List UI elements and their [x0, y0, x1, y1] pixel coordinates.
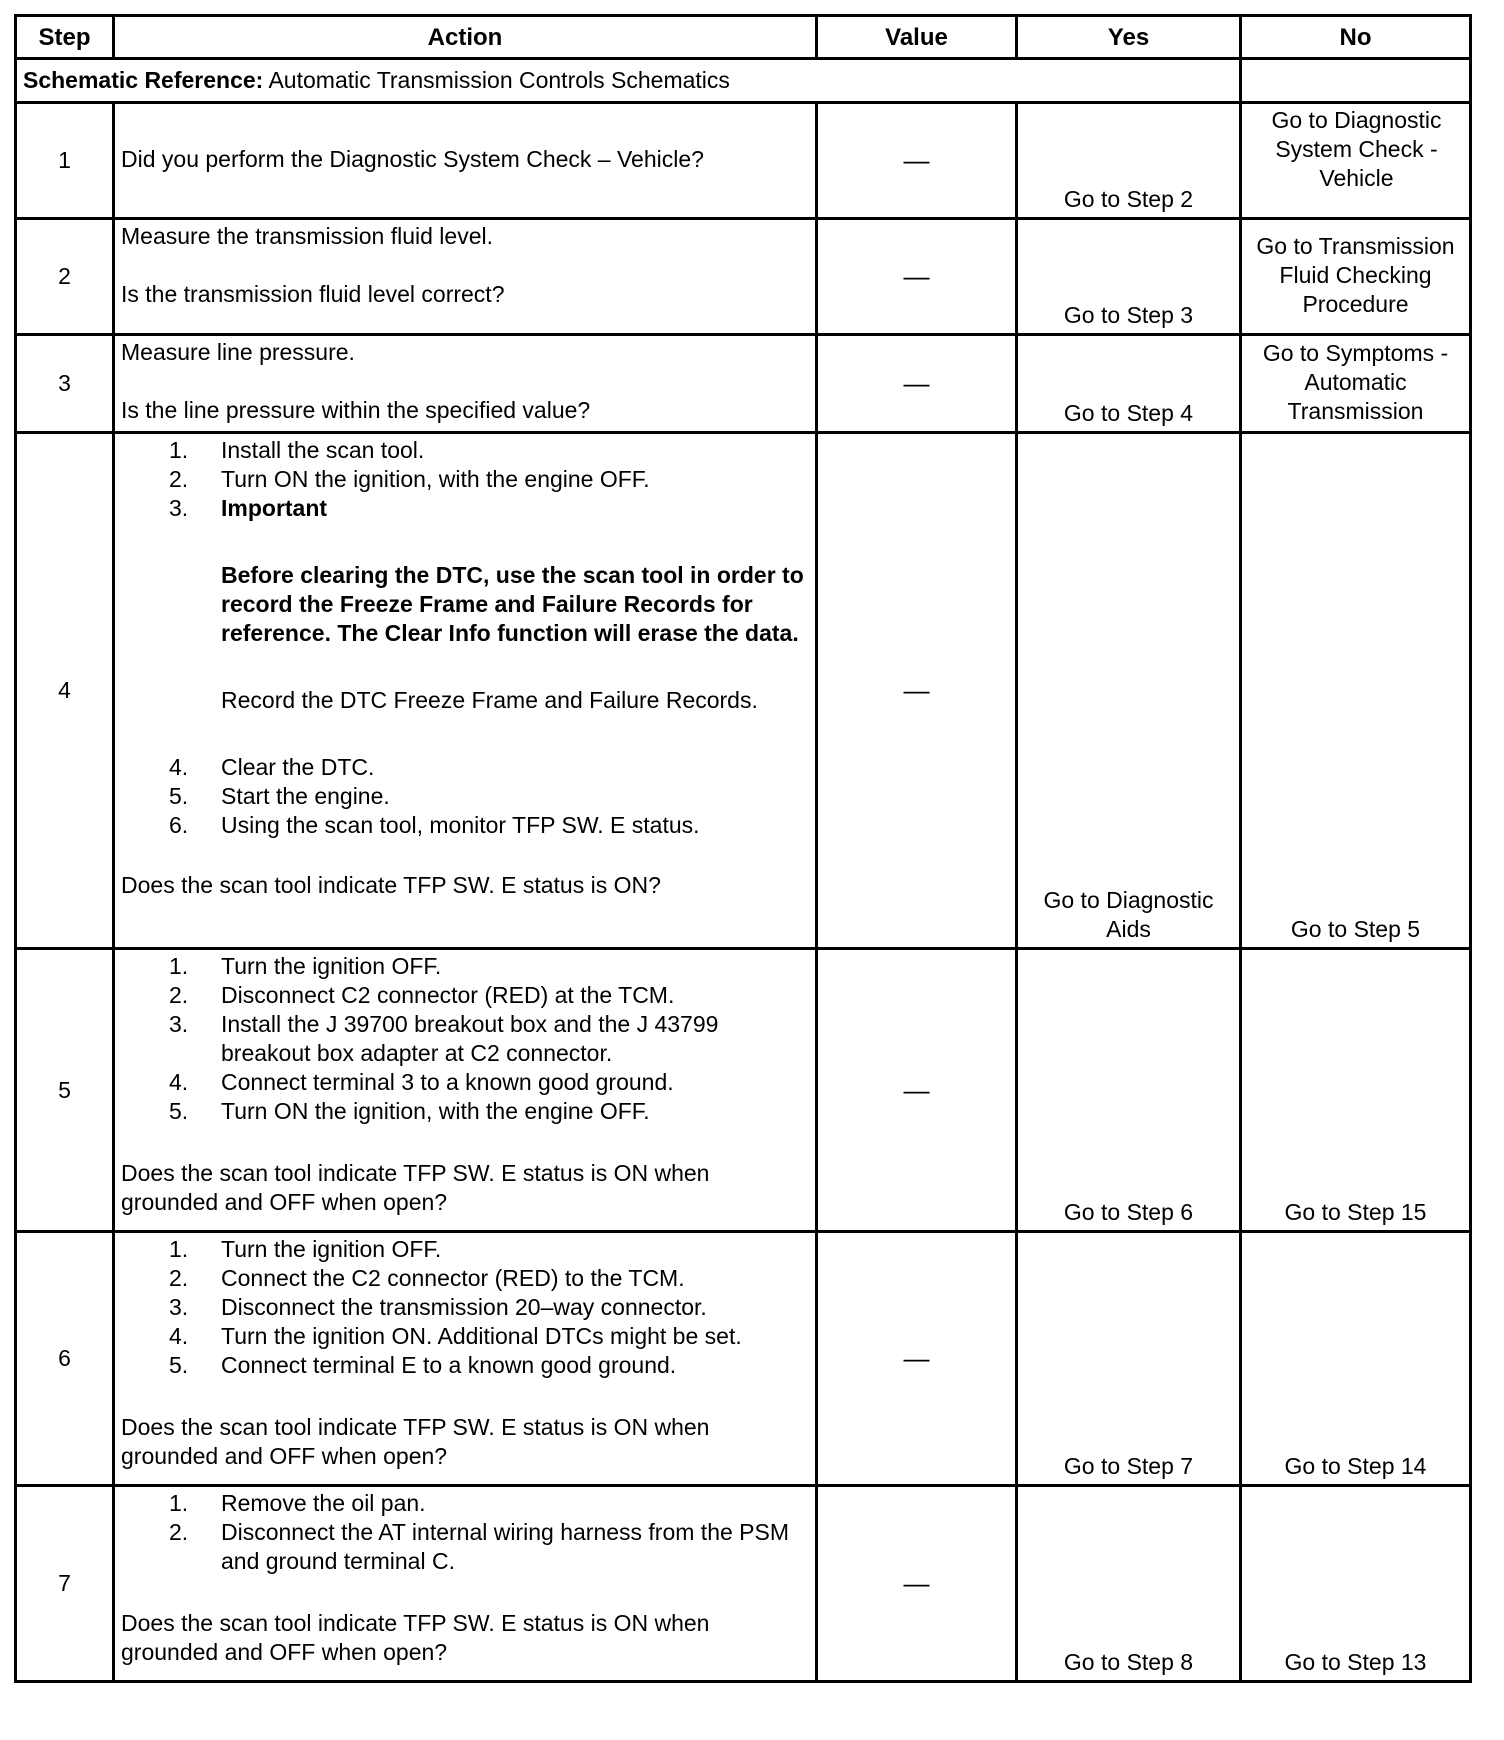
list-item: 1. Install the scan tool. — [169, 437, 425, 463]
value-cell: — — [817, 949, 1017, 1232]
question-text: Does the scan tool indicate TFP SW. E status is ON when grounded and OFF when open? — [121, 1610, 710, 1665]
list-item: 4. Clear the DTC. — [169, 754, 375, 780]
list-item: 4. Turn the ignition ON. Additional DTCs might be set. — [169, 1323, 742, 1349]
yes-cell: Go to Step 7 — [1017, 1232, 1241, 1486]
no-cell: Go to Step 13 — [1241, 1486, 1471, 1682]
table-row-step-6 — [16, 1232, 1471, 1486]
header-yes: Yes — [1017, 16, 1241, 59]
list-item: 3. Install the J 39700 breakout box and the J 43799 breakout box adapter at C2 connector. — [169, 1011, 719, 1066]
list-item: 5. Start the engine. — [169, 783, 390, 809]
action-intro: Measure the transmission fluid level. — [121, 223, 493, 249]
value-cell: — — [817, 103, 1017, 219]
value-cell: — — [817, 1232, 1017, 1486]
no-cell: Go to Transmission Fluid Checking Procedure — [1241, 219, 1471, 335]
action-cell — [114, 949, 817, 1232]
list-item: 3. Important — [169, 495, 328, 521]
value-cell: — — [817, 1486, 1017, 1682]
yes-cell: Go to Step 6 — [1017, 949, 1241, 1232]
diagnostic-table — [14, 14, 1472, 1683]
no-cell: Go to Step 5 — [1241, 433, 1471, 949]
step-number: 7 — [16, 1486, 114, 1682]
record-note: Record the DTC Freeze Frame and Failure Records. — [221, 687, 758, 713]
list-item: 6. Using the scan tool, monitor TFP SW. E status. — [169, 812, 700, 838]
yes-cell: Go to Step 3 — [1017, 219, 1241, 335]
header-action: Action — [114, 16, 817, 59]
table-row-step-4 — [16, 433, 1471, 949]
action-intro: Measure line pressure. — [121, 339, 355, 365]
list-item: 1. Turn the ignition OFF. — [169, 1236, 442, 1262]
header-value: Value — [817, 16, 1017, 59]
list-item: 3. Disconnect the transmission 20–way connector. — [169, 1294, 707, 1320]
list-item: 2. Disconnect the AT internal wiring harness from the PSM and ground terminal C. — [169, 1519, 790, 1574]
no-cell: Go to Step 14 — [1241, 1232, 1471, 1486]
list-item: 2. Disconnect C2 connector (RED) at the TCM. — [169, 982, 675, 1008]
step-number: 3 — [16, 335, 114, 433]
value-cell: — — [817, 433, 1017, 949]
no-cell: Go to Symptoms - Automatic Transmission — [1241, 335, 1471, 433]
step-number: 5 — [16, 949, 114, 1232]
no-text: Go to Diagnostic System Check - Vehicle — [1271, 107, 1442, 191]
step-number: 1 — [16, 103, 114, 219]
schematic-reference-empty — [1241, 59, 1471, 103]
yes-cell: Go to Step 4 — [1017, 335, 1241, 433]
header-step: Step — [16, 16, 114, 59]
question-text: Does the scan tool indicate TFP SW. E status is ON when grounded and OFF when open? — [121, 1160, 710, 1215]
important-note: Before clearing the DTC, use the scan tool in order to record the Freeze Frame and Failure Records for reference. The Clear Info function will erase the data. — [221, 562, 804, 646]
table-row-step-1 — [16, 103, 1471, 219]
list-item: 5. Connect terminal E to a known good ground. — [169, 1352, 677, 1378]
list-item: 5. Turn ON the ignition, with the engine OFF. — [169, 1098, 650, 1124]
list-item: 1. Turn the ignition OFF. — [169, 953, 442, 979]
instruction-list — [121, 436, 809, 523]
question-text: Did you perform the Diagnostic System Check – Vehicle? — [121, 146, 704, 172]
no-cell: Go to Step 15 — [1241, 949, 1471, 1232]
schematic-reference-row — [16, 59, 1471, 103]
value-cell: — — [817, 335, 1017, 433]
action-cell — [114, 219, 817, 335]
action-cell — [114, 335, 817, 433]
schematic-reference-label: Schematic Reference: — [23, 67, 264, 93]
schematic-reference — [16, 59, 1241, 103]
header-row — [16, 16, 1471, 59]
value-cell: — — [817, 219, 1017, 335]
step-number: 6 — [16, 1232, 114, 1486]
yes-cell: Go to Step 2 — [1017, 103, 1241, 219]
list-item: 4. Connect terminal 3 to a known good ground. — [169, 1069, 674, 1095]
header-no: No — [1241, 16, 1471, 59]
list-item: 2. Turn ON the ignition, with the engine OFF. — [169, 466, 650, 492]
yes-cell: Go to Step 8 — [1017, 1486, 1241, 1682]
action-cell — [114, 103, 817, 219]
question-text: Does the scan tool indicate TFP SW. E status is ON? — [121, 872, 661, 898]
action-cell — [114, 1486, 817, 1682]
list-item: 1. Remove the oil pan. — [169, 1490, 426, 1516]
question-text: Is the line pressure within the specified value? — [121, 397, 591, 423]
question-text: Is the transmission fluid level correct? — [121, 281, 505, 307]
list-item: 2. Connect the C2 connector (RED) to the TCM. — [169, 1265, 685, 1291]
table-row-step-5 — [16, 949, 1471, 1232]
table-row-step-3 — [16, 335, 1471, 433]
instruction-list — [121, 753, 809, 840]
step-number: 4 — [16, 433, 114, 949]
schematic-reference-text: Automatic Transmission Controls Schematics — [263, 67, 730, 93]
action-cell — [114, 1232, 817, 1486]
instruction-list — [121, 952, 809, 1126]
yes-cell: Go to Diagnostic Aids — [1017, 433, 1241, 949]
action-cell — [114, 433, 817, 949]
table-row-step-7 — [16, 1486, 1471, 1682]
table-row-step-2 — [16, 219, 1471, 335]
instruction-list — [121, 1235, 809, 1380]
step-number: 2 — [16, 219, 114, 335]
instruction-list — [121, 1489, 809, 1576]
no-cell — [1241, 103, 1471, 219]
question-text: Does the scan tool indicate TFP SW. E status is ON when grounded and OFF when open? — [121, 1414, 710, 1469]
